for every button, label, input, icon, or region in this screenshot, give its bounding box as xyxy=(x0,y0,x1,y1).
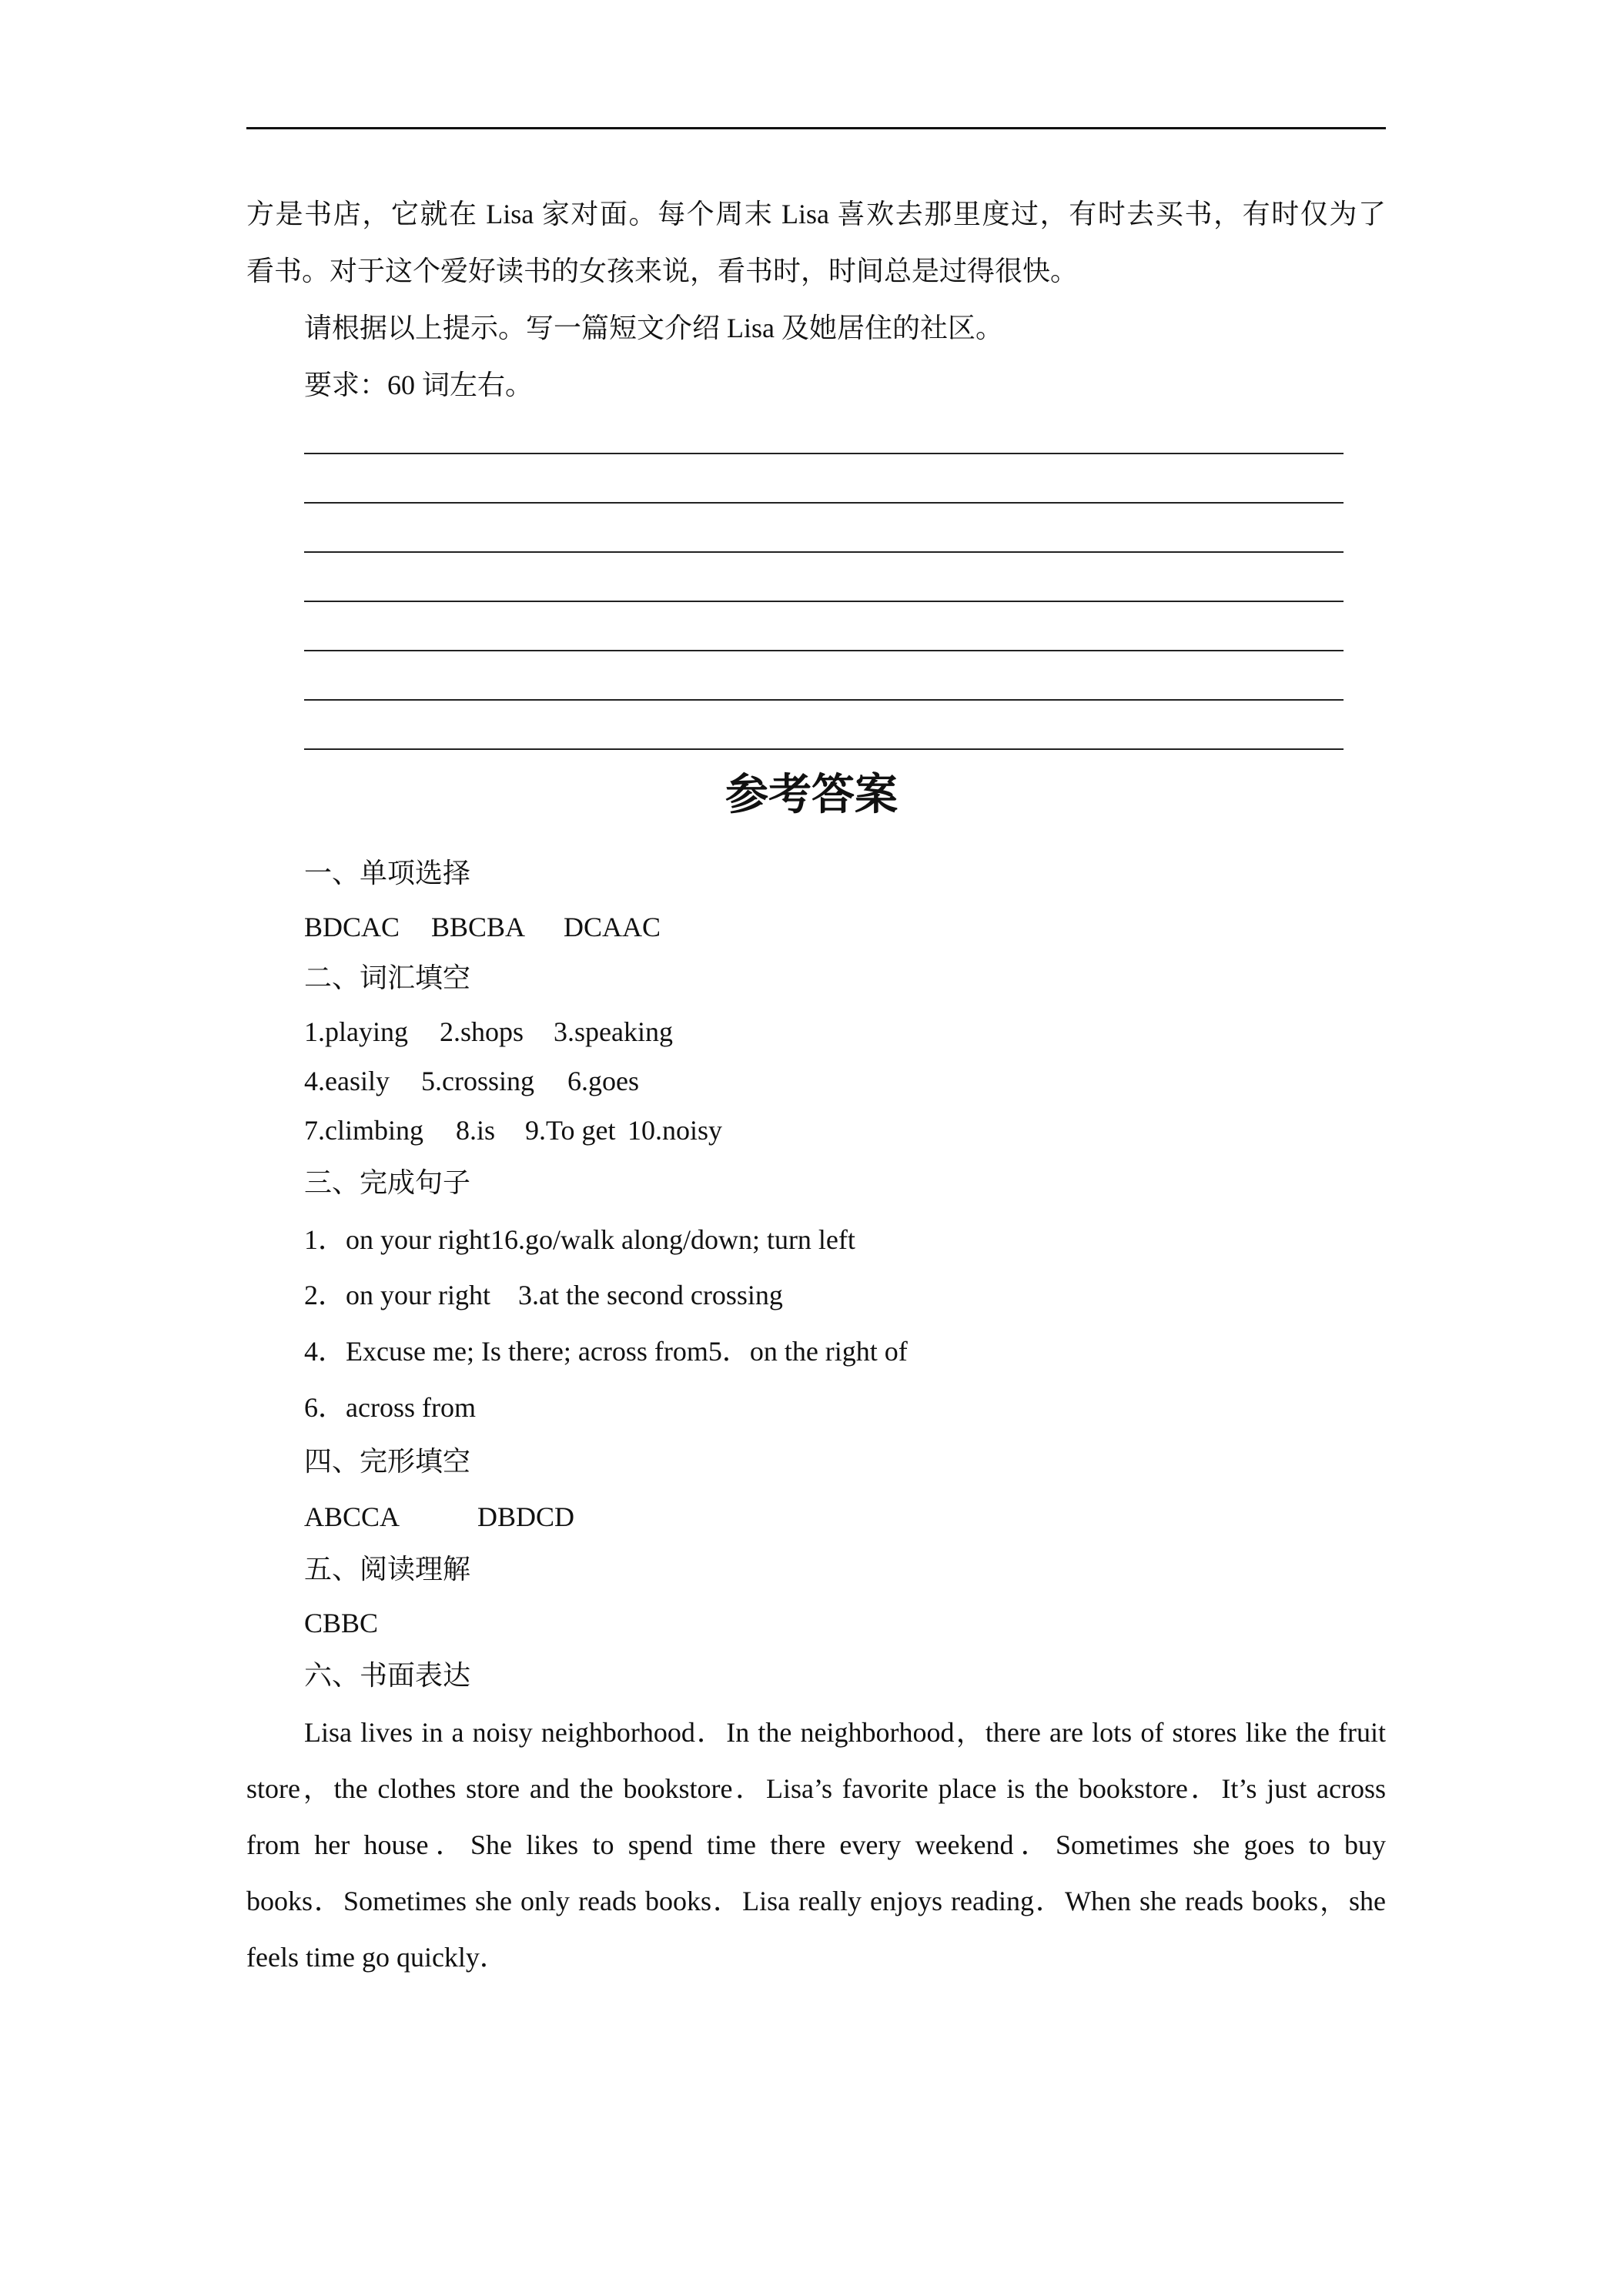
answer-group: BDCAC xyxy=(304,912,400,942)
answer-group: BBCBA xyxy=(431,912,526,942)
answer-item: 6.goes xyxy=(567,1066,639,1096)
section-heading-3: 三、完成句子 xyxy=(304,1167,471,1198)
section-heading-5: 五、阅读理解 xyxy=(304,1554,471,1585)
section-3-line-2: 2．on your right 3.at the second crossing xyxy=(304,1280,783,1310)
writing-line xyxy=(304,502,1344,504)
answer-item: 5.crossing xyxy=(421,1066,534,1096)
section-2-row-1 xyxy=(304,1015,673,1049)
section-4-answers xyxy=(304,1500,574,1534)
section-heading-4: 四、完形填空 xyxy=(304,1446,471,1477)
essay-line-3: from her house．She likes to spend time there every weekend．Sometimes she goes to buy xyxy=(246,1829,1386,1860)
section-2-row-2 xyxy=(304,1064,639,1098)
answer-item: 1.playing xyxy=(304,1016,408,1047)
header-rule xyxy=(246,127,1386,129)
section-heading-6: 六、书面表达 xyxy=(304,1660,471,1691)
writing-line xyxy=(304,453,1344,454)
answer-group: ABCCA xyxy=(304,1501,400,1532)
answer-title: 参考答案 xyxy=(725,770,898,820)
section-2-row-3 xyxy=(304,1113,722,1147)
section-1-answers xyxy=(304,910,661,944)
answer-item: 8.is xyxy=(456,1115,496,1146)
writing-line xyxy=(304,650,1344,651)
prompt-requirement: 要求：60 词左右。 xyxy=(304,370,534,400)
answer-item: 9.To get xyxy=(525,1115,616,1146)
writing-line xyxy=(304,699,1344,701)
prompt-instruction: 请根据以上提示。写一篇短文介绍 Lisa 及她居住的社区。 xyxy=(304,313,1003,343)
writing-line xyxy=(304,551,1344,553)
section-5-answer: CBBC xyxy=(304,1608,379,1638)
essay-line-5: feels time go quickly． xyxy=(246,1942,507,1973)
answer-item: 3.speaking xyxy=(554,1016,673,1047)
answer-item: 10.noisy xyxy=(627,1115,723,1146)
section-3-line-3: 4．Excuse me; Is there; across from5．on the right of xyxy=(304,1336,908,1367)
prompt-line-2: 看书。对于这个爱好读书的女孩来说，看书时，时间总是过得很快。 xyxy=(246,256,1079,286)
writing-line xyxy=(304,748,1344,750)
answer-group: DBDCD xyxy=(477,1501,575,1532)
essay-line-4: books．Sometimes she only reads books．Lisa really enjoys reading．When she reads books，she xyxy=(246,1886,1386,1916)
answer-group: DCAAC xyxy=(564,912,661,942)
essay-line-2: store，the clothes store and the bookstore．Lisa’s favorite place is the bookstore．It’s just across xyxy=(246,1773,1386,1804)
section-heading-1: 一、单项选择 xyxy=(304,858,471,889)
answer-item: 7.climbing xyxy=(304,1115,423,1146)
section-heading-2: 二、词汇填空 xyxy=(304,962,471,993)
answer-item: 4.easily xyxy=(304,1066,390,1096)
section-3-line-4: 6．across from xyxy=(304,1392,476,1423)
writing-line xyxy=(304,601,1344,602)
essay-line-1: Lisa lives in a noisy neighborhood．In the neighborhood，there are lots of stores like the fruit xyxy=(304,1717,1386,1748)
prompt-line-1: 方是书店，它就在 Lisa 家对面。每个周末 Lisa 喜欢去那里度过，有时去买书，有时仅为了 xyxy=(246,199,1386,229)
answer-item: 2.shops xyxy=(440,1016,524,1047)
section-3-line-1: 1．on your right16.go/walk along/down; turn left xyxy=(304,1224,855,1255)
